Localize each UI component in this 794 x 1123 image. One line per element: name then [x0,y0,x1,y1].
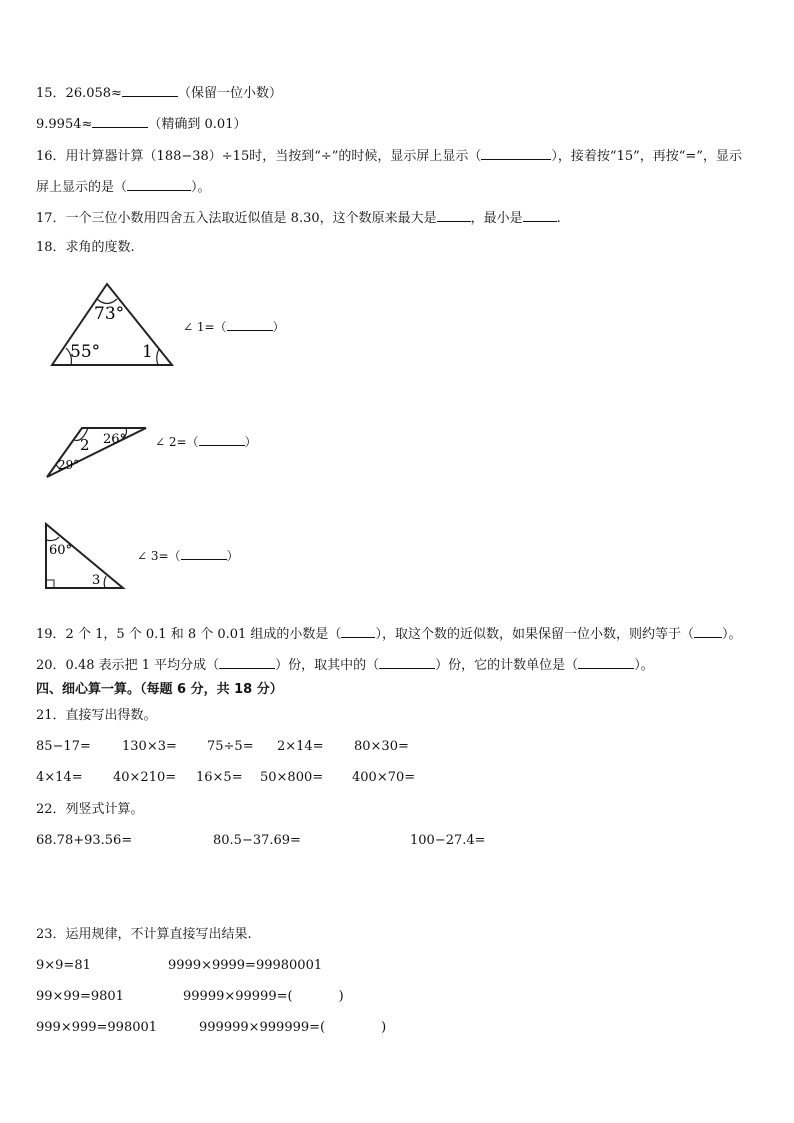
triangle-2-figure [42,423,154,483]
q15-answer-blank-1[interactable] [122,84,178,97]
q21-item: 400×70= [352,770,416,785]
q17-line: 17．一个三位小数用四舍五入法取近似值是 8.30，这个数原来最大是 ，最小是 . [36,211,561,226]
q20-answer-blank-1[interactable] [219,656,275,669]
triangle-1-angle-left: 55° [70,342,101,362]
q16-line-1: 16．用计算器计算（188−38）÷15时，当按到“÷”的时候，显示屏上显示（ ），接着按“15”，再按“=”，显示 [36,149,742,164]
angle-2-answer: ∠ 2=（ ） [155,435,257,449]
q23-pattern-left: 99×99=9801 [36,989,124,1004]
q23-pattern-right: 999999×999999=( ) [199,1020,387,1035]
q21-item: 40×210= [113,770,177,785]
q18-title: 18．求角的度数. [36,240,135,255]
q21-item: 85−17= [36,739,91,754]
angle-3-answer: ∠ 3=（ ） [137,549,239,563]
triangle-2-angle-left: 29° [58,458,80,472]
q23-pattern-left: 999×999=998001 [36,1020,158,1035]
q19-answer-blank-1[interactable] [341,625,375,638]
q16-answer-blank-2[interactable] [127,178,191,191]
q16-line-2: 屏上显示的是（ ）。 [36,180,211,195]
q21-item: 4×14= [36,770,83,785]
q21-item: 75÷5= [207,739,254,754]
q20-answer-blank-2[interactable] [379,656,435,669]
q19-answer-blank-2[interactable] [694,625,722,638]
q17-answer-blank-min[interactable] [523,209,557,222]
q16-answer-blank-1[interactable] [481,147,551,160]
q22-item: 68.78+93.56= [36,833,133,848]
angle-1-answer-blank[interactable] [227,318,273,331]
triangle-3-figure [40,520,130,594]
q15-answer-blank-2[interactable] [92,115,148,128]
q15-line-2: 9.9954≈ （精确到 0.01） [36,117,247,132]
q20-line: 20．0.48 表示把 1 平均分成（ ）份，取其中的（ ）份，它的计数单位是（ ）。 [36,658,654,673]
q22-title: 22．列竖式计算。 [36,802,144,817]
q22-item: 80.5−37.69= [213,833,301,848]
angle-2-answer-blank[interactable] [199,433,245,446]
triangle-2-angle-right: 26° [103,432,127,447]
q23-title: 23．运用规律，不计算直接写出结果. [36,927,252,942]
q21-item: 16×5= [196,770,243,785]
q21-item: 130×3= [122,739,177,754]
angle-3-answer-blank[interactable] [181,547,227,560]
q23-pattern-right: 99999×99999=( ) [183,989,344,1004]
q15-line-1: 15．26.058≈ （保留一位小数） [36,86,282,101]
triangle-3-angle-3: 3 [92,573,101,588]
q19-line: 19．2 个 1，5 个 0.1 和 8 个 0.01 组成的小数是（ ），取这个数的近似数，如果保留一位小数，则约等于（ ）。 [36,627,742,642]
q20-answer-blank-3[interactable] [578,656,634,669]
angle-1-answer: ∠ 1=（ ） [183,320,285,334]
section-4-heading: 四、细心算一算。（每题 6 分，共 18 分） [36,682,283,697]
q21-item: 80×30= [354,739,409,754]
q21-item: 50×800= [260,770,324,785]
q23-pattern-right: 9999×9999=99980001 [168,958,323,973]
q22-item: 100−27.4= [410,833,486,848]
triangle-1-figure [40,278,185,373]
q21-item: 2×14= [277,739,324,754]
q21-title: 21．直接写出得数。 [36,708,157,723]
q17-answer-blank-max[interactable] [437,209,471,222]
q23-pattern-left: 9×9=81 [36,958,91,973]
triangle-2-angle-2: 2 [80,436,90,454]
triangle-1-angle-1: 1 [142,342,153,362]
triangle-3-angle-top: 60° [49,543,73,558]
triangle-1-angle-top: 73° [94,304,125,324]
